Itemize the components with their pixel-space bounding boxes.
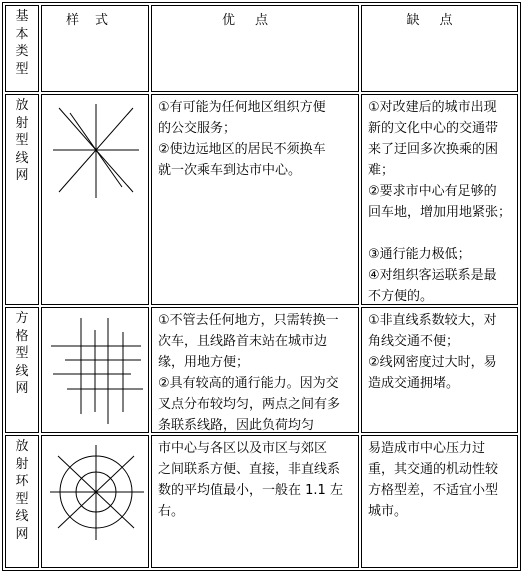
- type-char: 射: [15, 115, 29, 131]
- header-style-label: 样式: [65, 13, 124, 28]
- radial-pattern-icon: [49, 101, 139, 201]
- cons-line: 造成交通拥堵。: [368, 376, 460, 391]
- type-char: 网: [15, 168, 29, 183]
- header-pros-label: 优点: [221, 13, 288, 28]
- cons-line: 角线交通不便；: [368, 334, 460, 349]
- cons-line: ③通行能力极低；: [368, 247, 471, 262]
- type-char: 型: [15, 133, 29, 148]
- header-type-char: 本: [15, 26, 29, 42]
- type-char: 网: [15, 526, 29, 542]
- row-radial-style-cell: [41, 94, 149, 305]
- pros-line: 之间联系方便、直接，非直线系: [158, 462, 341, 477]
- pros-line: ②使边远地区的居民不须换车: [158, 142, 326, 157]
- header-type-char: 类: [15, 44, 29, 59]
- pros-line: 就一次乘车到达市中心。: [158, 163, 302, 178]
- grid-pattern-icon: [49, 314, 144, 426]
- header-pros-cell: [151, 5, 359, 92]
- cons-line: 不方便的。: [368, 289, 434, 304]
- type-char: 网: [15, 381, 29, 396]
- cons-line: 来了迂回多次换乘的困: [368, 142, 499, 157]
- pros-line: 的公交服务；: [158, 121, 237, 136]
- pros-line: 叉点分布较均匀，两点之间有多: [158, 397, 341, 412]
- pros-line: 缘，用地方便；: [158, 355, 250, 370]
- row-radial-cons-cell: [361, 94, 518, 305]
- type-char: 格: [15, 328, 29, 344]
- cons-line: ①非直线系数较大，对: [368, 313, 497, 328]
- pros-line: 右。: [158, 504, 185, 519]
- type-char: 型: [15, 346, 29, 361]
- cons-line: ①对改建后的城市出现: [368, 100, 497, 115]
- type-char: 线: [15, 363, 29, 379]
- cons-line: 重，其交通的机动性较: [368, 462, 499, 477]
- cons-line: 新的文化中心的交通带: [368, 121, 499, 136]
- pros-line: 数的平均值最小，一般在 1.1 左: [158, 483, 343, 498]
- header-cons-cell: [361, 5, 518, 92]
- row-radial-ring-style-cell: [41, 435, 149, 568]
- header-type-char: 型: [15, 61, 29, 77]
- pros-line: ①有可能为任何地区组织方便: [158, 100, 326, 115]
- row-radial-type-cell: [5, 94, 39, 305]
- cons-line: ②线网密度过大时，易: [368, 355, 497, 370]
- cons-line: 易造成市中心压力过: [368, 441, 486, 456]
- row-radial-ring-type-cell: [5, 435, 39, 568]
- cons-line: 难；: [368, 163, 395, 178]
- type-char: 型: [15, 491, 29, 507]
- pros-line: ②具有较高的通行能力。因为交: [158, 376, 339, 391]
- header-style-cell: [41, 5, 149, 92]
- header-type-cell: [5, 5, 39, 92]
- type-char: 放: [15, 98, 29, 113]
- row-radial-ring-pros-cell: [151, 435, 359, 568]
- type-char: 线: [15, 150, 29, 166]
- row-grid-cons-cell: [361, 307, 518, 433]
- pros-line: 次车，且线路首末站在城市边: [158, 334, 328, 349]
- radial-ring-pattern-icon: [46, 442, 146, 542]
- header-type-char: 基: [15, 9, 29, 24]
- cons-line: ②要求市中心有足够的: [368, 184, 497, 199]
- cons-line: [368, 223, 511, 244]
- pros-line: 条联系线路，因此负荷均匀: [158, 418, 315, 433]
- type-char: 射: [15, 456, 29, 472]
- type-char: 方: [15, 311, 29, 326]
- row-grid-pros-cell: [151, 307, 359, 433]
- row-grid-style-cell: [41, 307, 149, 433]
- header-cons-label: 缺点: [406, 13, 473, 28]
- type-char: 放: [15, 439, 29, 454]
- row-grid-type-cell: [5, 307, 39, 433]
- cons-line: ④对组织客运联系是最: [368, 268, 497, 283]
- pros-line: ①不管去任何地方，只需转换一: [158, 313, 339, 328]
- cons-line: 回车地，增加用地紧张；: [368, 205, 512, 220]
- cons-line: 方格型差，不适宜小型: [368, 483, 499, 498]
- pros-line: 市中心与各区以及市区与郊区: [158, 441, 328, 456]
- type-char: 线: [15, 509, 29, 524]
- row-radial-pros-cell: [151, 94, 359, 305]
- row-radial-ring-cons-cell: [361, 435, 518, 568]
- type-char: 环: [15, 474, 29, 489]
- cons-line: 城市。: [368, 504, 408, 519]
